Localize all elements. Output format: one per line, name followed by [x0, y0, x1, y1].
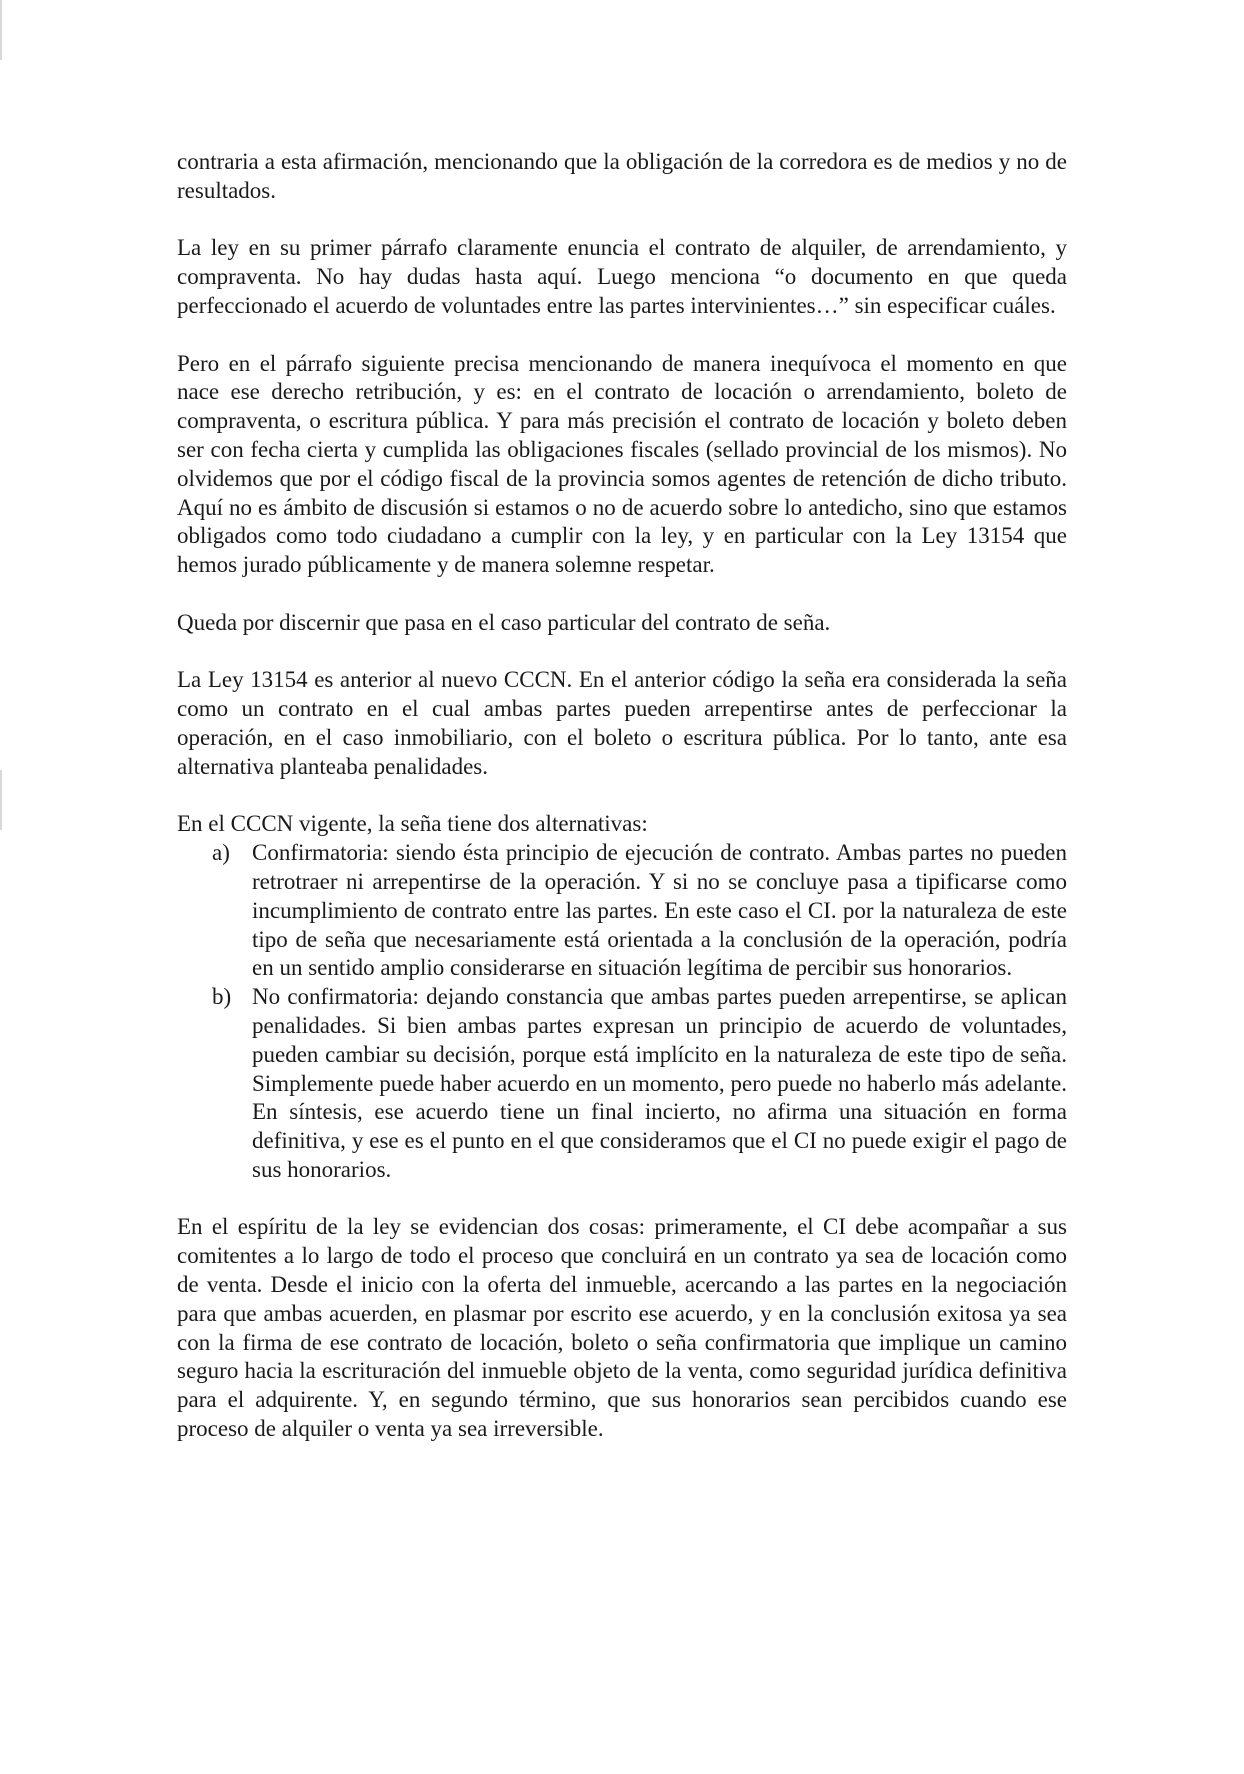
list-marker: a) — [212, 840, 230, 866]
alternatives-list — [177, 839, 1067, 1185]
list-item — [177, 839, 1067, 983]
paragraph-ley-13154: La Ley 13154 es anterior al nuevo CCCN. En el anterior código la seña era considerada la seña como un contrato en el cual ambas partes pueden arrepentirse antes de perfeccionar la operación, en el caso inmobiliario, con el boleto o escritura pública. Por lo tanto, ante esa alternativa planteaba penalidades. — [177, 667, 1067, 779]
list-item — [177, 983, 1067, 1185]
paragraph-parrafo-siguiente: Pero en el párrafo siguiente precisa mencionando de manera inequívoca el momento en que nace ese derecho retribución, y es: en el contrato de locación o arrendamiento, boleto de compraventa, o escritura pública. Y para más precisión el contrato de locación y boleto deben ser con fecha cierta y cumplida las obligaciones fiscales (sellado provincial de los mismos). No olvidemos que por el código fiscal de la provincia somos agentes de retención de dicho tributo. Aquí no es ámbito de discusión si estamos o no de acuerdo sobre lo antedicho, sino que estamos obligados como todo ciudadano a cumplir con la ley, y en particular con la Ley 13154 que hemos jurado públicamente y de manera solemne respetar. — [177, 350, 1067, 578]
paragraph-ley-primer-parrafo: La ley en su primer párrafo claramente enuncia el contrato de alquiler, de arrendamiento, y compraventa. No hay dudas hasta aquí. Luego menciona “o documento en que queda perfeccionado el acuerdo de voluntades entre las partes intervinientes…” sin especificar cuáles. — [177, 235, 1067, 318]
scan-edge-mark — [0, 770, 2, 830]
scan-edge-mark — [0, 0, 2, 60]
paragraph-continuation: contraria a esta afirmación, mencionando que la obligación de la corredora es de medios y no de resultados. — [177, 149, 1067, 203]
list-intro: En el CCCN vigente, la seña tiene dos alternativas: — [177, 811, 648, 837]
document-body — [177, 148, 1067, 1473]
list-marker: b) — [212, 984, 232, 1010]
paragraph-espiritu-ley: En el espíritu de la ley se evidencian dos cosas: primeramente, el CI debe acompañar a sus comitentes a lo largo de todo el proceso que concluirá en un contrato ya sea de locación como de venta. Desde el inicio con la oferta del inmueble, acercando a las partes en la negociación para que ambas acuerden, en plasmar por escrito ese acuerdo, y en la conclusión exitosa ya sea con la firma de ese contrato de locación, boleto o seña confirmatoria que implique un camino seguro hacia la escrituración del inmueble objeto de la venta, como seguridad jurídica definitiva para el adquirente. Y, en segundo término, que sus honorarios sean percibidos cuando ese proceso de alquiler o venta ya sea irreversible. — [177, 1214, 1067, 1442]
paragraph-contrato-sena: Queda por discernir que pasa en el caso particular del contrato de seña. — [177, 609, 831, 635]
list-item-text: No confirmatoria: dejando constancia que ambas partes pueden arrepentirse, se aplican penalidades. Si bien ambas partes expresan un principio de acuerdo de voluntades, pueden cambiar su decisión, porque está implícito en la naturaleza de este tipo de seña. Simplemente puede haber acuerdo en un momento, pero puede no haberlo más adelante. En síntesis, ese acuerdo tiene un final incierto, no afirma una situación en forma definitiva, y ese es el punto en el que consideramos que el CI no puede exigir el pago de sus honorarios. — [252, 984, 1067, 1182]
list-item-text: Confirmatoria: siendo ésta principio de ejecución de contrato. Ambas partes no pueden retrotraer ni arrepentirse de la operación. Y si no se concluye pasa a tipificarse como incumplimiento de contrato entre las partes. En este caso el CI. por la naturaleza de este tipo de seña que necesariamente está orientada a la conclusión de la operación, podría en un sentido amplio considerarse en situación legítima de percibir sus honorarios. — [252, 840, 1067, 981]
